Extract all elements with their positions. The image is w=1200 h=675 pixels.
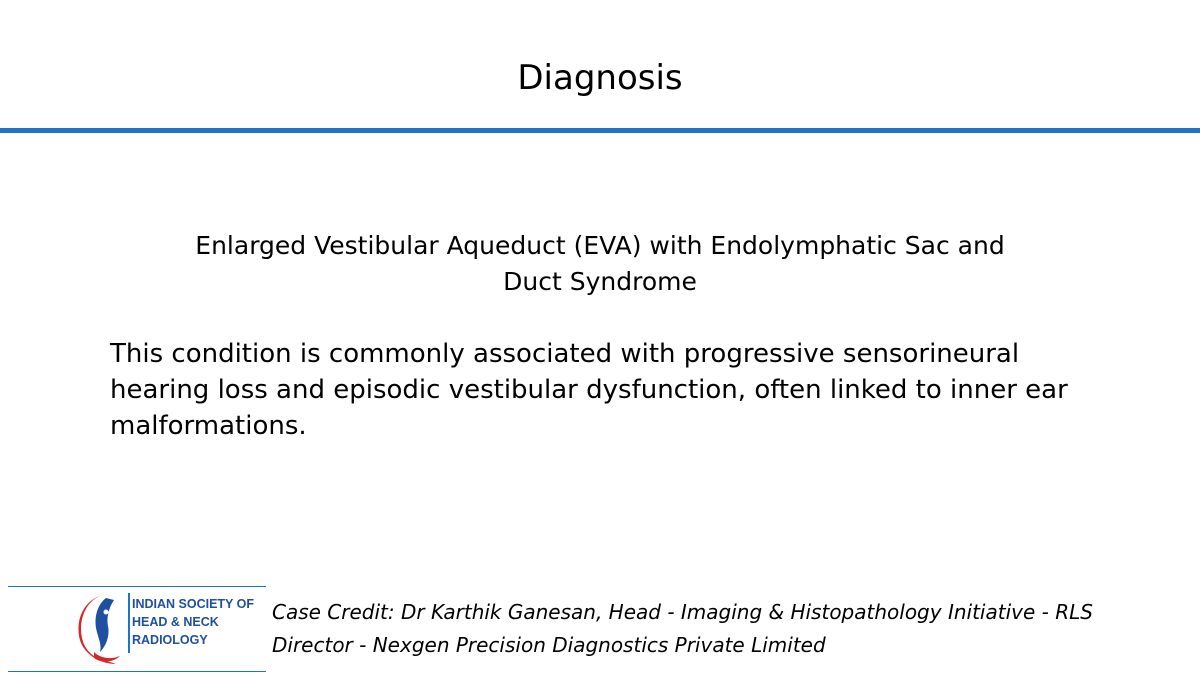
diagnosis-heading	[120, 228, 1080, 300]
logo-line-2: HEAD & NECK	[132, 615, 219, 629]
society-logo	[8, 586, 266, 672]
credit-line-1: Case Credit: Dr Karthik Ganesan, Head - Imaging & Histopathology Initiative - RLS	[272, 600, 1093, 624]
slide-title: Diagnosis	[517, 58, 683, 98]
credit-line-2: Director - Nexgen Precision Diagnostics Private Limited	[272, 633, 826, 657]
head-neck-logo-icon	[76, 590, 126, 668]
logo-divider	[128, 593, 130, 653]
diagnosis-line-1: Enlarged Vestibular Aqueduct (EVA) with Endolymphatic Sac and	[195, 231, 1005, 260]
logo-line-3: RADIOLOGY	[132, 633, 208, 647]
logo-text	[132, 595, 266, 649]
case-credit	[272, 596, 1192, 662]
diagnosis-description: This condition is commonly associated with progressive sensorineural hearing loss and episodic vestibular dysfunction, often linked to inner ear malformations.	[110, 339, 1068, 441]
diagnosis-line-2: Duct Syndrome	[503, 267, 697, 296]
title-divider	[0, 128, 1200, 133]
logo-line-1: INDIAN SOCIETY OF	[132, 597, 255, 611]
